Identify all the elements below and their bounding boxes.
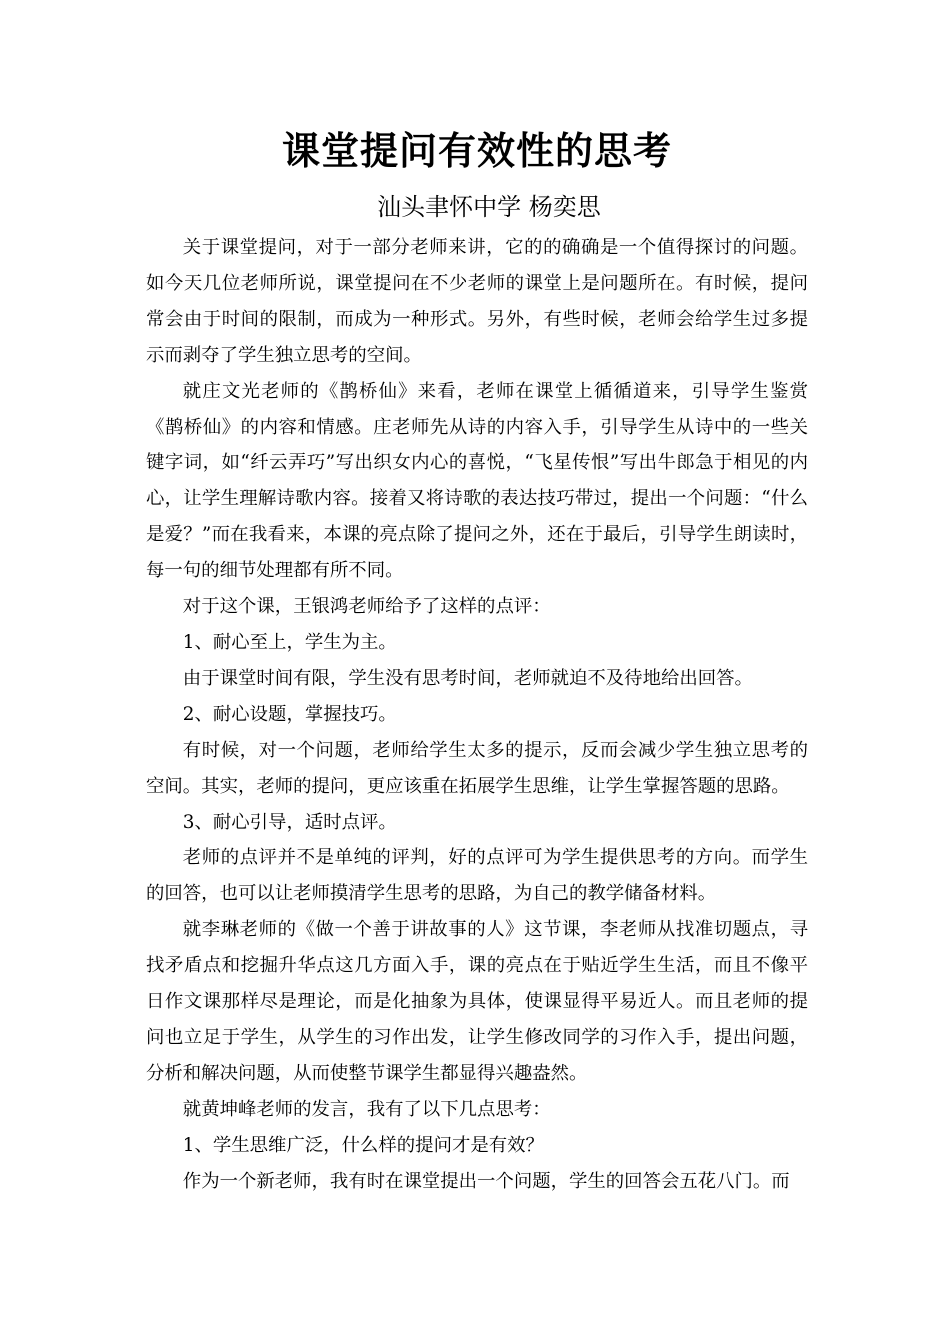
- list-item: 1、学生思维广泛，什么样的提问才是有效？: [182, 1134, 544, 1156]
- paragraph: 由于课堂时间有限，学生没有思考时间，老师就迫不及待地给出回答。: [182, 667, 753, 689]
- author-line: 汕头聿怀中学 杨奕思: [377, 193, 601, 221]
- paragraph: 有时候，对一个问题，老师给学生太多的提示，反而会减少学生独立思考的空间。其实，老师的提问，更应该重在拓展学生思维，让学生掌握答题的思路。: [146, 739, 808, 797]
- paragraph: 老师的点评并不是单纯的评判，好的点评可为学生提供思考的方向。而学生的回答，也可以让老师摸清学生思考的思路，为自己的教学储备材料。: [146, 847, 808, 905]
- document-body: [146, 230, 808, 1199]
- list-item: 1、耐心至上，学生为主。: [182, 631, 397, 653]
- paragraph: 就李琳老师的《做一个善于讲故事的人》这节课，李老师从找准切题点，寻找矛盾点和挖掘升华点这几方面入手，课的亮点在于贴近学生生活，而且不像平日作文课那样尽是理论，而是化抽象为具体，使课显得平易近人。而且老师的提问也立足于学生，从学生的习作出发，让学生修改同学的习作入手，提出问题，分析和解决问题，从而使整节课学生都显得兴趣盎然。: [146, 919, 808, 1084]
- paragraph: 就黄坤峰老师的发言，我有了以下几点思考：: [182, 1098, 551, 1120]
- document-title: 课堂提问有效性的思考: [281, 128, 672, 173]
- paragraph: 作为一个新老师，我有时在课堂提出一个问题，学生的回答会五花八门。而: [182, 1170, 790, 1192]
- paragraph: 就庄文光老师的《鹊桥仙》来看，老师在课堂上循循道来，引导学生鉴赏《鹊桥仙》的内容和情感。庄老师先从诗的内容入手，引导学生从诗中的一些关键字词，如“纤云弄巧”写出织女内心的喜悦，“飞星传恨”写出牛郎急于相见的内心，让学生理解诗歌内容。接着又将诗歌的表达技巧带过，提出一个问题：“什么是爱？”而在我看来，本课的亮点除了提问之外，还在于最后，引导学生朗读时，每一句的细节处理都有所不同。: [146, 380, 808, 582]
- paragraph: 对于这个课，王银鸿老师给予了这样的点评：: [182, 596, 551, 618]
- list-item: 3、耐心引导，适时点评。: [182, 811, 397, 833]
- document-page: [146, 118, 808, 1199]
- paragraph: 关于课堂提问，对于一部分老师来讲，它的的确确是一个值得探讨的问题。如今天几位老师所说，课堂提问在不少老师的课堂上是问题所在。有时候，提问常会由于时间的限制，而成为一种形式。另外，有些时候，老师会给学生过多提示而剥夺了学生独立思考的空间。: [146, 237, 808, 366]
- list-item: 2、耐心设题，掌握技巧。: [182, 703, 397, 725]
